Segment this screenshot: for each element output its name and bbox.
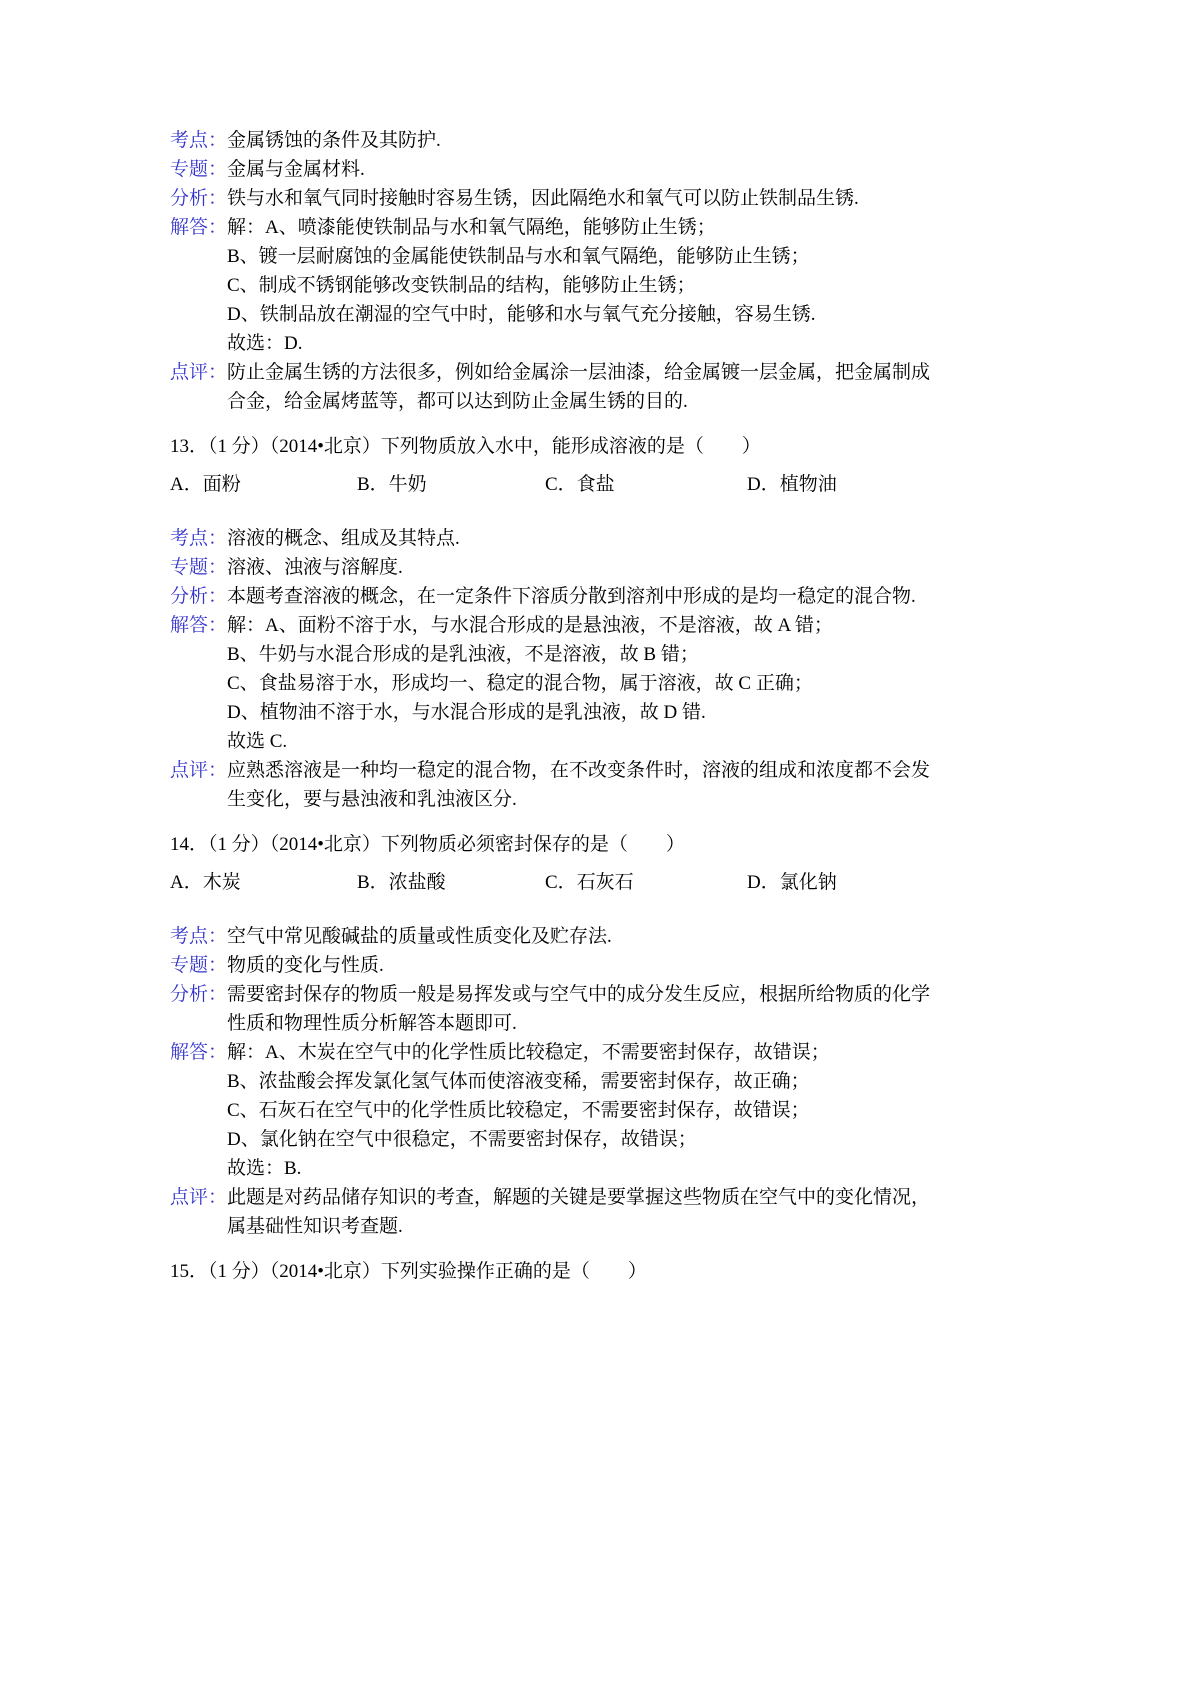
answer-section-label: 专题： xyxy=(170,159,228,180)
answer-first-line xyxy=(170,756,1032,785)
answer-section-label: 点评： xyxy=(170,362,228,383)
answer-block xyxy=(170,553,1032,582)
answer-first-line xyxy=(170,155,1032,184)
answer-text: 防止金属生锈的方法很多，例如给金属涂一层油漆，给金属镀一层金属，把金属制成 xyxy=(227,362,931,383)
question-line: 15．（1 分）（2014•北京）下列实验操作正确的是（ ） xyxy=(170,1261,647,1282)
answer-block xyxy=(170,922,1032,951)
option-item: B．浓盐酸 xyxy=(357,872,446,893)
option-item: D．氯化钠 xyxy=(747,872,837,893)
answer-section-label: 分析： xyxy=(170,984,228,1005)
answer-first-line xyxy=(170,184,1032,213)
answer-block xyxy=(170,213,1032,358)
answer-text: 金属与金属材料. xyxy=(227,159,365,180)
answer-block xyxy=(170,184,1032,213)
answer-text-line: C、石灰石在空气中的化学性质比较稳定，不需要密封保存，故错误； xyxy=(227,1100,810,1121)
answer-first-line xyxy=(170,951,1032,980)
option-item: A．面粉 xyxy=(170,474,241,495)
answer-text-line: 合金，给金属烤蓝等，都可以达到防止金属生锈的目的. xyxy=(227,391,688,412)
answer-first-line xyxy=(170,611,1032,640)
answer-text-line: D、铁制品放在潮湿的空气中时，能够和水与氧气充分接触，容易生锈. xyxy=(227,304,816,325)
answer-block xyxy=(170,126,1032,155)
answer-text-line: D、氯化钠在空气中很稳定，不需要密封保存，故错误； xyxy=(227,1129,697,1150)
answer-block xyxy=(170,756,1032,814)
answer-text: 物质的变化与性质. xyxy=(227,955,384,976)
answer-text-line: B、浓盐酸会挥发氯化氢气体而使溶液变稀，需要密封保存，故正确； xyxy=(227,1071,810,1092)
answer-block xyxy=(170,1038,1032,1183)
answer-section-label: 考点： xyxy=(170,130,228,151)
answer-section-label: 分析： xyxy=(170,188,228,209)
answer-block xyxy=(170,358,1032,416)
option-item: B．牛奶 xyxy=(357,474,427,495)
answer-block xyxy=(170,1183,1032,1241)
answer-text: 金属锈蚀的条件及其防护. xyxy=(227,130,441,151)
answer-section-label: 考点： xyxy=(170,528,228,549)
answer-text: 溶液、浊液与溶解度. xyxy=(227,557,403,578)
answer-first-line xyxy=(170,980,1032,1009)
answer-block xyxy=(170,611,1032,756)
option-item: A．木炭 xyxy=(170,872,241,893)
answer-text: 应熟悉溶液是一种均一稳定的混合物，在不改变条件时，溶液的组成和浓度都不会发 xyxy=(227,760,931,781)
answer-section-label: 点评： xyxy=(170,1187,228,1208)
answer-section-label: 分析： xyxy=(170,586,228,607)
answer-block xyxy=(170,582,1032,611)
answer-block xyxy=(170,524,1032,553)
answer-first-line xyxy=(170,1038,1032,1067)
answer-text-line: 故选：B. xyxy=(227,1158,302,1179)
options-row xyxy=(170,868,1032,897)
answer-section-label: 专题： xyxy=(170,955,228,976)
option-item: C．食盐 xyxy=(545,474,615,495)
answer-text: 空气中常见酸碱盐的质量或性质变化及贮存法. xyxy=(227,926,612,947)
answer-text: 需要密封保存的物质一般是易挥发或与空气中的成分发生反应，根据所给物质的化学 xyxy=(227,984,931,1005)
options-row xyxy=(170,470,1032,499)
answer-first-line xyxy=(170,582,1032,611)
answer-text-line: 故选：D. xyxy=(227,333,303,354)
answer-text: 此题是对药品储存知识的考查，解题的关键是要掌握这些物质在空气中的变化情况， xyxy=(227,1187,931,1208)
answer-text-line: B、牛奶与水混合形成的是乳浊液，不是溶液，故 B 错； xyxy=(227,644,699,665)
answer-text-line: 故选 C. xyxy=(227,731,288,752)
answer-section-label: 专题： xyxy=(170,557,228,578)
answer-section-label: 解答： xyxy=(170,217,228,238)
answer-text-line: D、植物油不溶于水，与水混合形成的是乳浊液，故 D 错. xyxy=(227,702,706,723)
answer-text: 铁与水和氧气同时接触时容易生锈，因此隔绝水和氧气可以防止铁制品生锈. xyxy=(227,188,859,209)
answer-block xyxy=(170,155,1032,184)
answer-section-label: 考点： xyxy=(170,926,228,947)
answer-first-line xyxy=(170,524,1032,553)
answer-text: 本题考查溶液的概念，在一定条件下溶质分散到溶剂中形成的是均一稳定的混合物. xyxy=(227,586,916,607)
answer-text-line: C、食盐易溶于水，形成均一、稳定的混合物，属于溶液，故 C 正确； xyxy=(227,673,813,694)
answer-first-line xyxy=(170,358,1032,387)
answer-first-line xyxy=(170,213,1032,242)
answer-text: 解：A、木炭在空气中的化学性质比较稳定，不需要密封保存，故错误； xyxy=(227,1042,830,1063)
answer-text: 解：A、喷漆能使铁制品与水和氧气隔绝，能够防止生锈； xyxy=(227,217,716,238)
answer-first-line xyxy=(170,922,1032,951)
answer-text: 溶液的概念、组成及其特点. xyxy=(227,528,460,549)
answer-text: 解：A、面粉不溶于水，与水混合形成的是悬浊液，不是溶液，故 A 错； xyxy=(227,615,833,636)
question-line: 13．（1 分）（2014•北京）下列物质放入水中，能形成溶液的是（ ） xyxy=(170,436,761,457)
answer-section-label: 点评： xyxy=(170,760,228,781)
answer-first-line xyxy=(170,126,1032,155)
answer-block xyxy=(170,980,1032,1038)
answer-text-line: C、制成不锈钢能够改变铁制品的结构，能够防止生锈； xyxy=(227,275,696,296)
answer-text-line: B、镀一层耐腐蚀的金属能使铁制品与水和氧气隔绝，能够防止生锈； xyxy=(227,246,810,267)
option-item: D．植物油 xyxy=(747,474,837,495)
answer-section-label: 解答： xyxy=(170,615,228,636)
option-item: C．石灰石 xyxy=(545,872,634,893)
answer-text-line: 属基础性知识考查题. xyxy=(227,1216,403,1237)
answer-first-line xyxy=(170,553,1032,582)
answer-text-line: 生变化，要与悬浊液和乳浊液区分. xyxy=(227,789,517,810)
answer-first-line xyxy=(170,1183,1032,1212)
question-line: 14．（1 分）（2014•北京）下列物质必须密封保存的是（ ） xyxy=(170,834,685,855)
answer-text-line: 性质和物理性质分析解答本题即可. xyxy=(227,1013,517,1034)
answer-block xyxy=(170,951,1032,980)
answer-section-label: 解答： xyxy=(170,1042,228,1063)
